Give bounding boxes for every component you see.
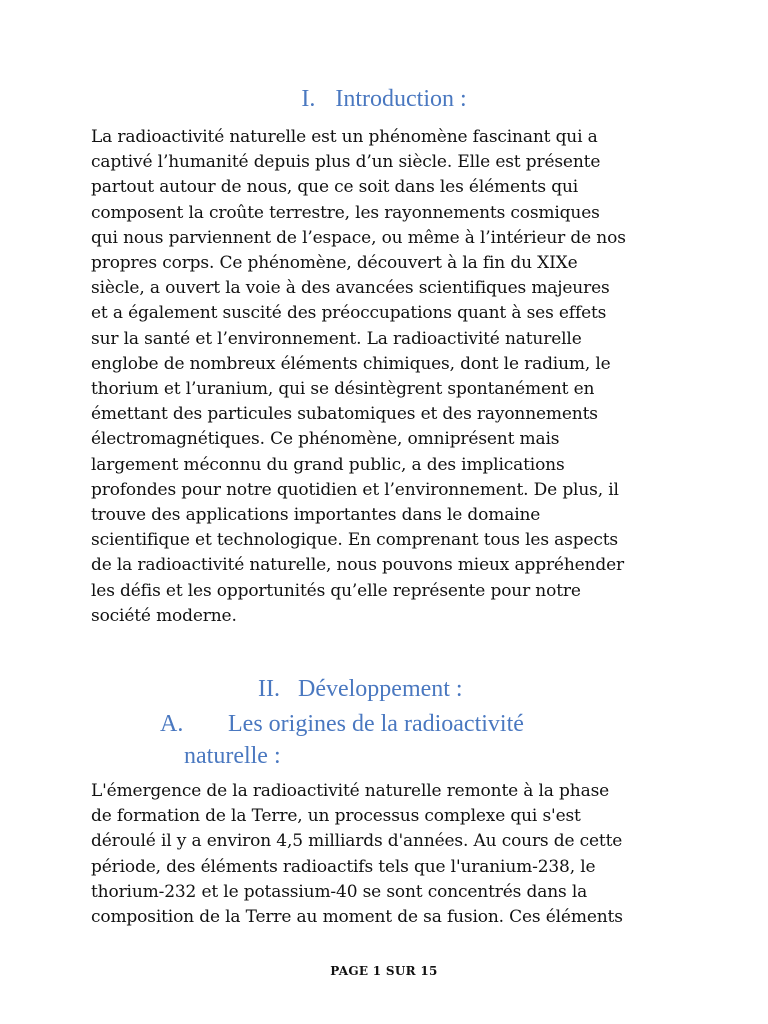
- subsection-title-line-1: Les origines de la radioactivité: [228, 711, 524, 737]
- text-line: thorium et l’uranium, qui se désintègrent spontanément en: [91, 379, 595, 400]
- text-line: composent la croûte terrestre, les rayonnements cosmiques: [91, 202, 600, 223]
- text-line: et a également suscité des préoccupations quant à ses effets: [91, 303, 607, 324]
- text-line: de la radioactivité naturelle, nous pouvons mieux appréhender: [91, 555, 624, 576]
- text-line: profondes pour notre quotidien et l’environnement. De plus, il: [91, 479, 619, 500]
- text-line: période, des éléments radioactifs tels que l'uranium-238, le: [91, 856, 596, 877]
- section-number: I.: [301, 86, 316, 112]
- text-line: composition de la Terre au moment de sa fusion. Ces éléments: [91, 907, 623, 928]
- text-line: scientifique et technologique. En comprenant tous les aspects: [91, 530, 618, 551]
- introduction-paragraph: [91, 125, 681, 629]
- text-line: englobe de nombreux éléments chimiques, dont le radium, le: [91, 353, 611, 374]
- text-line: thorium-232 et le potassium-40 se sont concentrés dans la: [91, 881, 588, 902]
- text-line: partout autour de nous, que ce soit dans les éléments qui: [91, 177, 579, 198]
- subsection-letter: A.: [160, 711, 184, 737]
- text-line: largement méconnu du grand public, a des implications: [91, 454, 565, 475]
- page-number: PAGE 1 SUR 15: [330, 964, 438, 978]
- text-line: sur la santé et l’environnement. La radioactivité naturelle: [91, 328, 582, 349]
- text-line: les défis et les opportunités qu’elle représente pour notre: [91, 580, 581, 601]
- section-title: Introduction :: [335, 86, 467, 112]
- text-line: déroulé il y a environ 4,5 milliards d'années. Au cours de cette: [91, 831, 623, 852]
- text-line: La radioactivité naturelle est un phénomène fascinant qui a: [91, 127, 598, 147]
- text-line: société moderne.: [91, 605, 237, 626]
- text-line: émettant des particules subatomiques et des rayonnements: [91, 404, 598, 425]
- text-line: siècle, a ouvert la voie à des avancées scientifiques majeures: [91, 278, 610, 299]
- text-line: électromagnétiques. Ce phénomène, omniprésent mais: [91, 429, 560, 450]
- text-line: propres corps. Ce phénomène, découvert à la fin du XIXe: [91, 253, 578, 274]
- subsection-heading-origines: [160, 708, 524, 772]
- section-number: II.: [258, 676, 280, 702]
- text-line: de formation de la Terre, un processus complexe qui s'est: [91, 806, 581, 827]
- text-line: captivé l’humanité depuis plus d’un siècle. Elle est présente: [91, 152, 601, 173]
- text-line: trouve des applications importantes dans le domaine: [91, 505, 541, 526]
- origines-paragraph: [91, 779, 681, 930]
- text-line: L'émergence de la radioactivité naturelle remonte à la phase: [91, 781, 610, 801]
- text-line: qui nous parviennent de l’espace, ou même à l’intérieur de nos: [91, 227, 626, 248]
- section-title: Développement :: [297, 676, 463, 702]
- subsection-title-line-2: naturelle :: [184, 743, 281, 769]
- section-heading-introduction: [0, 86, 768, 113]
- page-footer: [0, 964, 768, 978]
- section-heading-developpement: [258, 676, 463, 703]
